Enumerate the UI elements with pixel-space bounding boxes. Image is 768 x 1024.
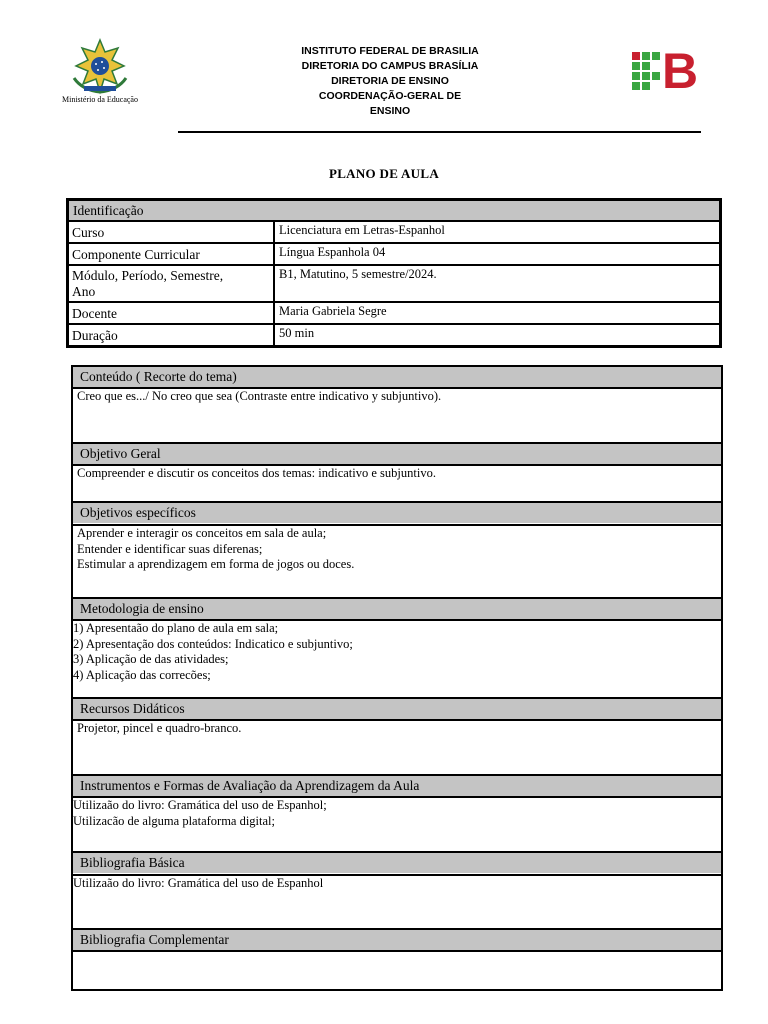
content-line: Projetor, pincel e quadro-branco. [77,721,242,735]
section-heading: Bibliografia Básica [73,853,721,873]
header-divider [178,131,701,133]
coat-of-arms-icon [60,38,140,96]
section-content [77,466,717,500]
section-heading: Bibliografia Complementar [73,930,721,950]
header-line: INSTITUTO FEDERAL DE BRASILIA [301,45,479,57]
section-content [73,798,717,850]
section-content [77,389,717,442]
identificacao-heading: Identificação [68,200,720,221]
content-line: Compreender e discutir os conceitos dos temas: indicativo e subjuntivo. [77,466,436,480]
content-line: Utilizaão do livro: Gramática del uso de Espanhol [73,876,324,890]
row-label: Docente [72,306,117,321]
content-line: Utilizacão de alguma plataforma digital; [73,813,276,828]
content-line: Utilizaão do livro: Gramática del uso de Espanhol; [73,798,327,812]
page-title: PLANO DE AULA [328,166,440,181]
section-content [73,621,717,696]
section-content [77,721,717,773]
header-line: DIRETORIA DE ENSINO [331,75,449,87]
section-heading: Objetivo Geral [73,444,721,464]
section-heading: Instrumentos e Formas de Avaliação da Aprendizagem da Aula [73,776,721,796]
row-value: Licenciatura em Letras-Espanhol [279,223,445,237]
section-heading: Conteúdo ( Recorte do tema) [73,367,721,387]
ifb-logo [630,43,702,99]
row-label [68,266,274,301]
ifb-letter: B [662,43,699,99]
header-line: COORDENAÇÃO-GERAL DE [318,90,462,102]
row-value: Maria Gabriela Segre [279,304,387,318]
section-content [73,952,717,989]
row-label-line: Ano [72,284,96,299]
content-line: 2) Apresentação dos conteúdos: Indicatico e subjuntivo; [73,636,353,651]
header-line: DIRETORIA DO CAMPUS BRASÍLIA [301,60,479,72]
content-line: Aprender e interagir os conceitos em sala de aula; [77,526,327,540]
row-label: Curso [72,225,105,240]
content-line: 1) Apresentaão do plano de aula em sala; [73,621,279,635]
content-line: Entender e identificar suas diferenas; [77,541,263,556]
ministerio-caption: Ministério da Educação [62,95,138,104]
row-value: B1, Matutino, 5 semestre/2024. [279,267,437,281]
section-heading: Metodologia de ensino [73,599,721,619]
section-heading: Recursos Didáticos [73,699,721,719]
section-content [77,526,717,597]
content-line: 3) Aplicação de das atividades; [73,652,229,666]
content-line: 4) Aplicação das correcões; [73,667,211,682]
section-heading: Objetivos específicos [73,503,721,523]
content-line: Creo que es.../ No creo que sea (Contraste entre indicativo y subjuntivo). [77,389,442,403]
institution-header [290,44,490,119]
row-label: Componente Curricular [72,247,200,262]
row-value: Língua Espanhola 04 [279,245,386,259]
header-line: ENSINO [369,105,411,117]
ministerio-educacao-logo [60,38,140,108]
row-label-line: Módulo, Período, Semestre, [72,268,224,283]
row-value: 50 min [279,326,315,340]
section-content [73,876,717,928]
row-label: Duração [72,328,118,343]
content-line: Estimular a aprendizagem em forma de jogos ou doces. [77,557,355,571]
